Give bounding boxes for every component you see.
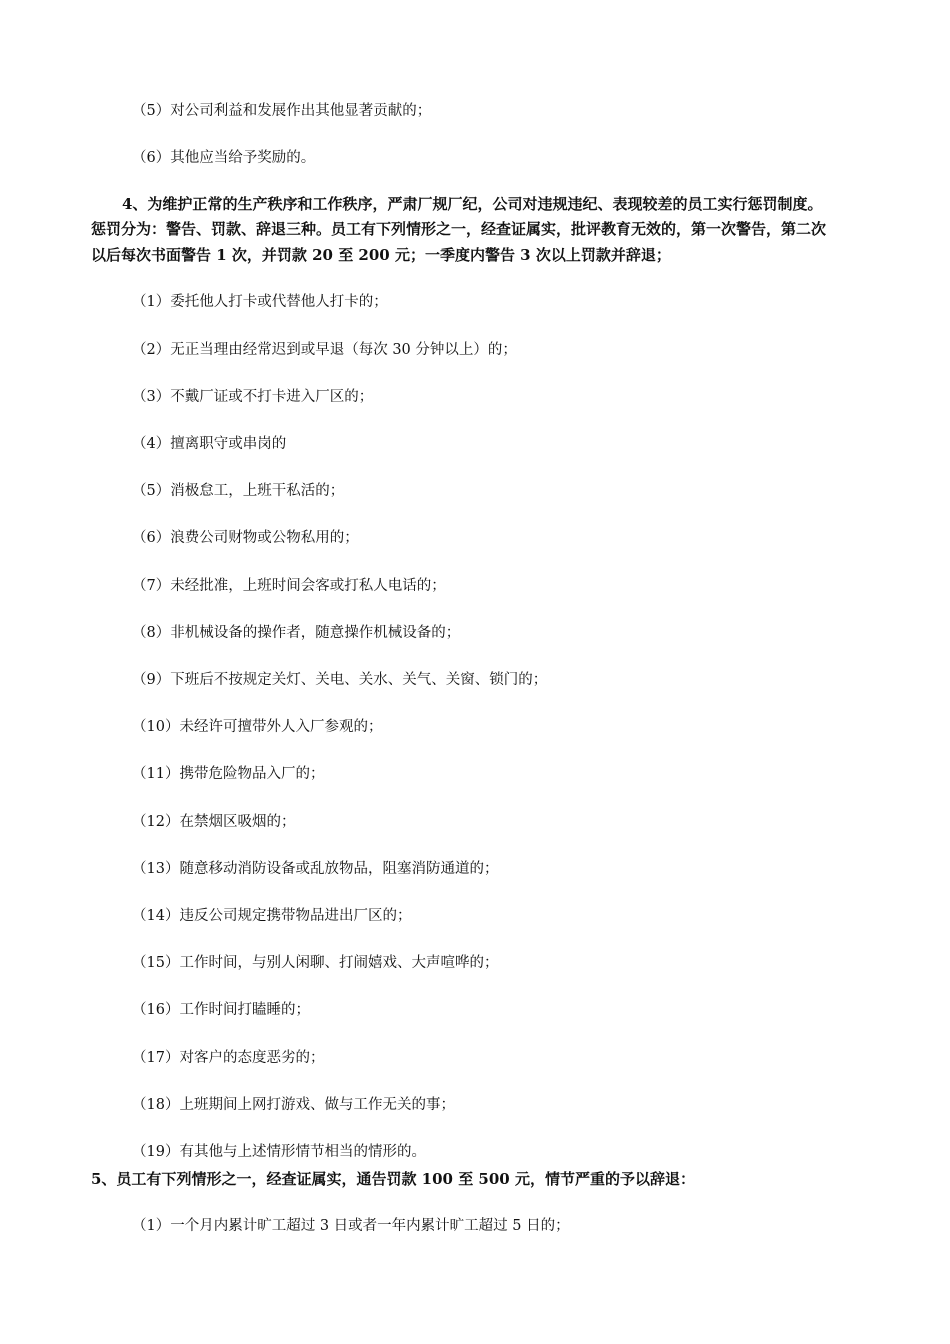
- penalty-item-16: （16）工作时间打瞌睡的；: [132, 1002, 310, 1018]
- penalty-item-3: （3）不戴厂证或不打卡进入厂区的；: [132, 389, 374, 405]
- penalty-item-9: （9）下班后不按规定关灯、关电、关水、关气、关窗、锁门的；: [132, 672, 548, 688]
- section-4-heading-line-3: 以后每次书面警告 1 次，并罚款 20 至 200 元；一季度内警告 3 次以上罚款并辞退；: [91, 246, 671, 264]
- penalty-item-5: （5）消极怠工，上班干私活的；: [132, 483, 345, 499]
- dismissal-item-1: （1）一个月内累计旷工超过 3 日或者一年内累计旷工超过 5 日的；: [132, 1218, 570, 1234]
- penalty-item-1: （1）委托他人打卡或代替他人打卡的；: [132, 294, 388, 310]
- reward-item-5: （5）对公司利益和发展作出其他显著贡献的；: [132, 103, 432, 119]
- penalty-item-14: （14）违反公司规定携带物品进出厂区的；: [132, 908, 412, 924]
- penalty-item-11: （11）携带危险物品入厂的；: [132, 766, 325, 782]
- penalty-item-18: （18）上班期间上网打游戏、做与工作无关的事；: [132, 1097, 455, 1113]
- penalty-item-8: （8）非机械设备的操作者，随意操作机械设备的；: [132, 625, 461, 641]
- penalty-item-2: （2）无正当理由经常迟到或早退（每次 30 分钟以上）的；: [132, 342, 517, 358]
- penalty-item-7: （7）未经批准，上班时间会客或打私人电话的；: [132, 578, 446, 594]
- penalty-item-19: （19）有其他与上述情形情节相当的情形的。: [132, 1144, 426, 1160]
- penalty-item-15: （15）工作时间，与别人闲聊、打闹嬉戏、大声喧哗的；: [132, 955, 499, 971]
- section-5-heading: 5、员工有下列情形之一，经查证属实，通告罚款 100 至 500 元，情节严重的予以辞退：: [91, 1170, 695, 1188]
- penalty-item-12: （12）在禁烟区吸烟的；: [132, 814, 296, 830]
- penalty-item-13: （13）随意移动消防设备或乱放物品，阻塞消防通道的；: [132, 861, 499, 877]
- section-4-heading-line-1: 4、为维护正常的生产秩序和工作秩序，严肃厂规厂纪，公司对违规违纪、表现较差的员工实行惩罚制度。: [122, 195, 823, 213]
- section-4-heading-line-2: 惩罚分为：警告、罚款、辞退三种。员工有下列情形之一，经查证属实，批评教育无效的，第一次警告，第二次: [91, 220, 827, 238]
- penalty-item-17: （17）对客户的态度恶劣的；: [132, 1050, 325, 1066]
- penalty-item-10: （10）未经许可擅带外人入厂参观的；: [132, 719, 383, 735]
- penalty-item-4: （4）擅离职守或串岗的: [132, 436, 287, 452]
- penalty-item-6: （6）浪费公司财物或公物私用的；: [132, 530, 359, 546]
- reward-item-6: （6）其他应当给予奖励的。: [132, 150, 316, 166]
